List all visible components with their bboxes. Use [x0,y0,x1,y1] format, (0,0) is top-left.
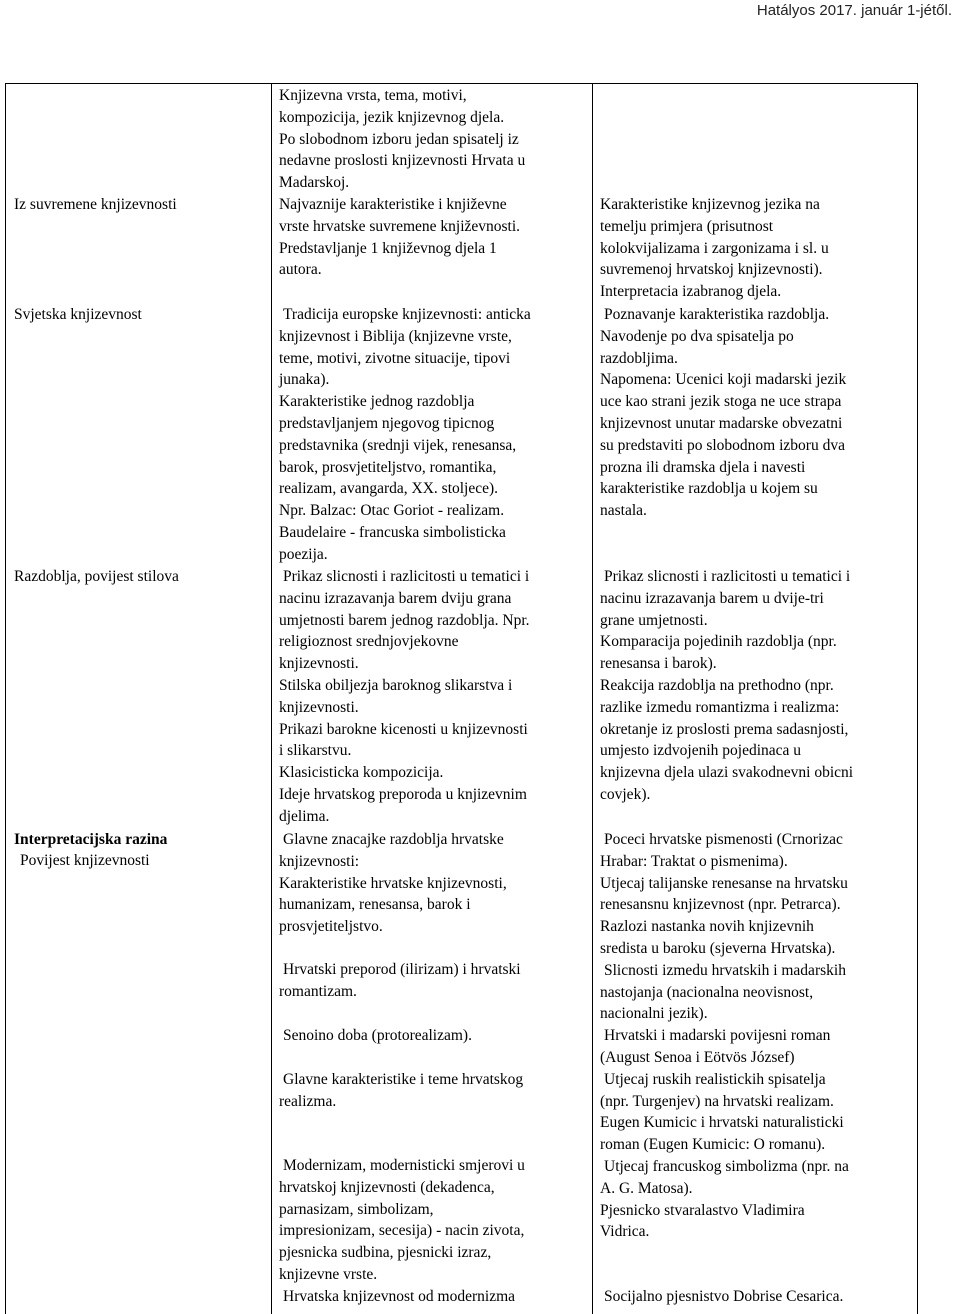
right-block-svjetska: Poznavanje karakteristika razdoblja. Navodenje po dva spisatelja po razdobljima. Napomena: Ucenici koji madarski jezik uce kao strani jezik stoga ne uce strapa knjizevnost unutar madarske obvezatni su predstaviti po slobodnom izboru dva prozna ili dramska djela i navesti karakteristike razdoblja u kojem su nastala. [600,306,847,520]
topic-povijest: Povijest knjizevnosti [20,852,150,869]
topic-suvremene: Iz suvremene knjizevnosti [14,196,177,213]
middle-block-svjetska: Tradicija europske knjizevnosti: anticka knjizevnost i Biblija (knjizevne vrste, teme, motivi, zivotne situacije, tipovi junaka). Karakteristike jednog razdoblja predstavljanjem njegovog tipicnog predstavnika (srednji vijek, renesansa, barok, prosvjetiteljstvo, romantika, realizam, avangarda, XX. stoljece). Npr. Balzac: Otac Goriot - realizam. Baudelaire - francuska simbolisticka poezija. [279,306,531,563]
middle-block-modernizam: Modernizam, modernisticki smjerovi u hrvatskoj knjizevnosti (dekadenca, parnasizam, simbolizam, impresionizam, secesija) - nacin zivota, pjesnicka sudbina, pjesnicki izraz, knjizevne vrste. [279,1157,525,1283]
topic-svjetska: Svjetska knjizevnost [14,306,142,323]
middle-block-od-modernizma: Hrvatska knjizevnost od modernizma [283,1288,516,1305]
column-divider [271,84,272,1314]
middle-block-suvremene: Knjizevna vrsta, tema, motivi, kompozicija, jezik knjizevnog djela. Po slobodnom izboru jedan spisatelj iz nedavne proslosti knjizevnosti Hrvata u Madarskoj. Najvaznije karakteristike i književne vrste hrvatske suvremene književnosti. Predstavljanje 1 književnog djela 1 autora. [279,87,526,279]
column-divider [592,84,593,1314]
middle-block-senoino: Senoino doba (protorealizam). [283,1027,472,1044]
right-block-povijest: Poceci hrvatske pismenosti (Crnorizac Hrabar: Traktat o pismenima). Utjecaj talijanske renesanse na hrvatsku renesansnu knjizevnost (npr. Petrarca). Razlozi nastanka novih knjizevnih sredista u baroku (sjeverna Hrvatska). Slicnosti izmedu hrvatskih i madarskih nastojanja (nacionalna neovisnost, nacionalni jezik). Hrvatski i madarski povijesni roman (August Senoa i Eötvös József) Utjecaj ruskih realistickih spisatelja (npr. Turgenjev) na hrvatski realizam. Eugen Kumicic i hrvatski naturalisticki roman (Eugen Kumicic: O romanu). Utjecaj francuskog simbolizma (npr. na A. G. Matosa). Pjesnicko stvaralastvo Vladimira Vidrica. [600,831,849,1241]
effective-date-stamp: Hatályos 2017. január 1-jétől. [756,2,952,19]
middle-block-razdoblja: Prikaz slicnosti i razlicitosti u tematici i nacinu izrazavanja barem dviju grana umjetnosti barem jednog razdoblja. Npr. religioznost srednjovjekovne knjizevnosti. Stilska obiljezja baroknog slikarstva i knjizevnosti. Prikazi barokne kicenosti u knjizevnosti i slikarstvu. Klasicisticka kompozicija. Ideje hrvatskog preporoda u knjizevnim djelima. [279,568,530,825]
right-block-razdoblja: Prikaz slicnosti i razlicitosti u tematici i nacinu izrazavanja barem u dvije-tri grane umjetnosti. Komparacija pojedinih razdoblja (npr. renesansa i barok). Reakcija razdoblja na prethodno (npr. razlike izmedu romantizma i realizma: okretanje iz proslosti prema sadasnjosti, umjesto izdvojenih pojedinaca u knjizevna djela ulazi svakodnevni obicni covjek). [600,568,854,803]
right-block-cesarica: Socijalno pjesnistvo Dobrise Cesarica. [604,1288,844,1305]
topic-interpretacijska: Interpretacijska razina [14,831,168,848]
topic-razdoblja: Razdoblja, povijest stilova [14,568,179,585]
right-block-suvremene: Karakteristike knjizevnog jezika na temelju primjera (prisutnost kolokvijalizama i zargonizama i sl. u suvremenoj hrvatskoj knjizevnosti). Interpretacia izabranog djela. [600,196,829,301]
middle-block-povijest: Glavne znacajke razdoblja hrvatske knjizevnosti: Karakteristike hrvatske knjizevnosti, humanizam, renesansa, barok i prosvjetiteljstvo. [279,831,507,936]
middle-block-realizam: Glavne karakteristike i teme hrvatskog realizma. [279,1071,524,1110]
middle-block-preporod: Hrvatski preporod (ilirizam) i hrvatski romantizam. [279,961,521,1000]
